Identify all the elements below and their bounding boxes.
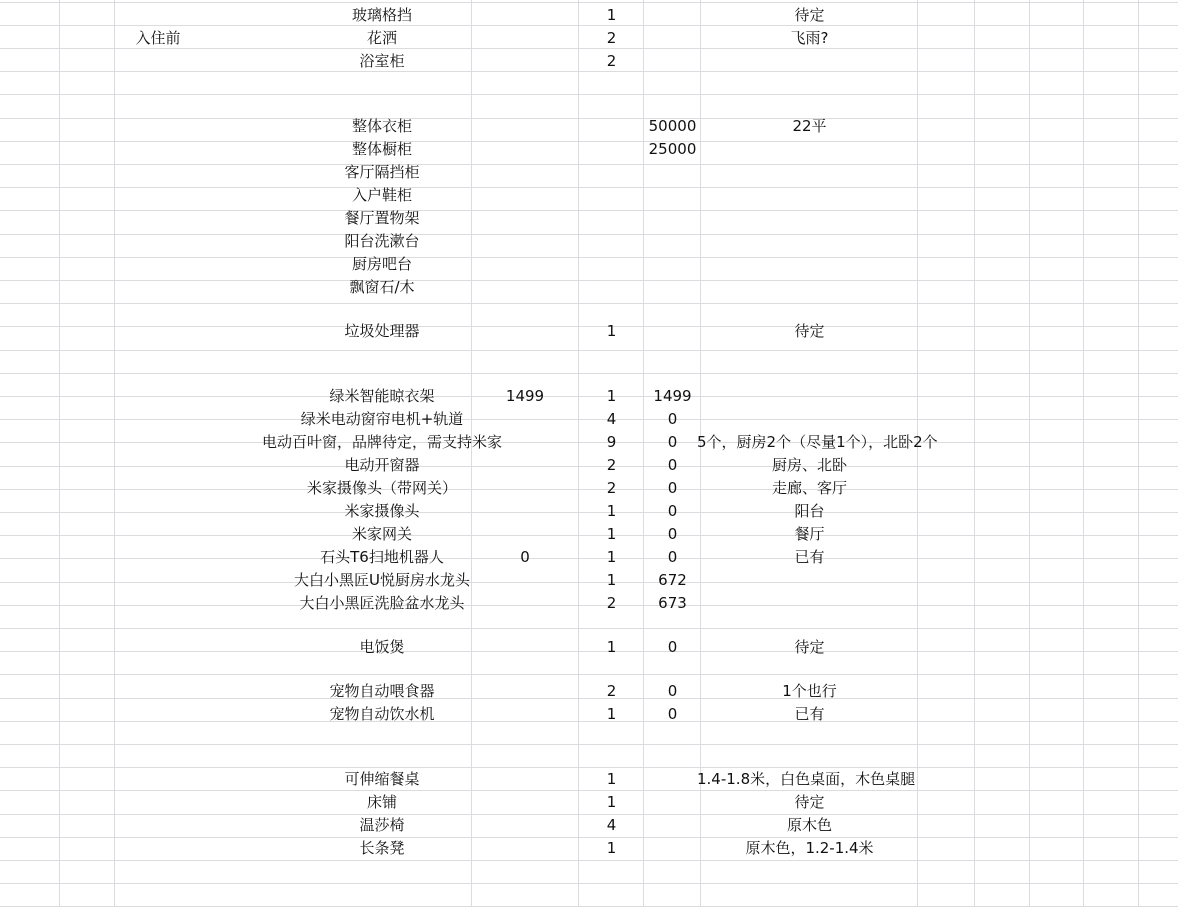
table-row[interactable] <box>0 703 1178 726</box>
table-row[interactable] <box>0 791 1178 814</box>
table-row[interactable] <box>0 342 1178 365</box>
table-row[interactable] <box>0 768 1178 791</box>
cell-item[interactable]: 浴室柜 <box>359 52 405 70</box>
cell-item[interactable]: 石头T6扫地机器人 <box>320 548 444 566</box>
cell-item[interactable]: 米家摄像头 <box>344 502 420 520</box>
cell-note[interactable]: 飞雨? <box>790 29 829 47</box>
cell-item[interactable]: 大白小黑匠洗脸盆水龙头 <box>299 594 465 612</box>
cell-note[interactable]: 待定 <box>794 6 825 24</box>
cell-item[interactable]: 可伸缩餐桌 <box>344 770 420 788</box>
row-gridline <box>0 883 1178 884</box>
cell-quantity[interactable]: 1 <box>606 571 617 589</box>
cell-item[interactable]: 米家摄像头（带网关） <box>306 479 457 497</box>
table-row[interactable] <box>0 161 1178 184</box>
cell-subtotal[interactable]: 0 <box>667 548 678 566</box>
cell-note[interactable]: 22平 <box>792 117 827 135</box>
cell-subtotal[interactable]: 25000 <box>648 140 697 158</box>
cell-subtotal[interactable]: 0 <box>667 638 678 656</box>
cell-subtotal[interactable]: 0 <box>667 682 678 700</box>
cell-quantity[interactable]: 4 <box>606 816 617 834</box>
row-gridline <box>0 860 1178 861</box>
cell-quantity[interactable]: 1 <box>606 793 617 811</box>
cell-item[interactable]: 温莎椅 <box>359 816 405 834</box>
cell-quantity[interactable]: 2 <box>606 594 617 612</box>
cell-subtotal[interactable]: 50000 <box>648 117 697 135</box>
cell-unit-price[interactable]: 1499 <box>505 387 545 405</box>
cell-subtotal[interactable]: 0 <box>667 502 678 520</box>
table-row[interactable] <box>0 814 1178 837</box>
cell-quantity[interactable]: 1 <box>606 6 617 24</box>
cell-unit-price[interactable]: 0 <box>520 548 530 566</box>
cell-subtotal[interactable]: 0 <box>667 410 678 428</box>
cell-quantity[interactable]: 1 <box>606 387 617 405</box>
cell-subtotal[interactable]: 673 <box>658 594 687 612</box>
cell-subtotal[interactable]: 0 <box>667 456 678 474</box>
table-row[interactable] <box>0 569 1178 592</box>
table-row[interactable] <box>0 636 1178 659</box>
cell-item[interactable]: 玻璃格挡 <box>351 6 412 24</box>
cell-item[interactable]: 入户鞋柜 <box>351 186 412 204</box>
cell-quantity[interactable]: 9 <box>606 433 617 451</box>
cell-note[interactable]: 1个也行 <box>782 682 837 700</box>
cell-quantity[interactable]: 2 <box>606 682 617 700</box>
table-row[interactable] <box>0 385 1178 408</box>
table-row[interactable] <box>0 431 1178 454</box>
cell-item[interactable]: 厨房吧台 <box>351 255 412 273</box>
table-row[interactable] <box>0 477 1178 500</box>
cell-note[interactable]: 待定 <box>794 322 825 340</box>
table-row[interactable] <box>0 592 1178 615</box>
cell-item[interactable]: 床铺 <box>366 793 397 811</box>
cell-quantity[interactable]: 1 <box>606 322 617 340</box>
cell-subtotal[interactable]: 1499 <box>653 387 692 405</box>
cell-note[interactable]: 厨房、北卧 <box>771 456 847 474</box>
table-row[interactable] <box>0 4 1178 27</box>
cell-item[interactable]: 垃圾处理器 <box>344 322 420 340</box>
cell-subtotal[interactable]: 0 <box>667 479 678 497</box>
table-row[interactable] <box>0 276 1178 299</box>
cell-item[interactable]: 宠物自动喂食器 <box>329 682 435 700</box>
cell-item[interactable]: 客厅隔挡柜 <box>344 163 420 181</box>
cell-note[interactable]: 阳台 <box>794 502 825 520</box>
cell-note[interactable]: 1.4-1.8米，白色桌面，木色桌腿 <box>697 770 916 788</box>
cell-phase[interactable]: 入住前 <box>135 29 181 47</box>
table-row[interactable] <box>0 837 1178 860</box>
table-row[interactable] <box>0 115 1178 138</box>
cell-item[interactable]: 大白小黑匠U悦厨房水龙头 <box>294 571 470 589</box>
cell-item[interactable]: 整体橱柜 <box>351 140 412 158</box>
table-row[interactable] <box>0 298 1178 321</box>
cell-note[interactable]: 已有 <box>794 705 825 723</box>
table-row[interactable] <box>0 454 1178 477</box>
table-row[interactable] <box>0 680 1178 703</box>
table-row[interactable] <box>0 320 1178 343</box>
cell-note[interactable]: 待定 <box>794 638 825 656</box>
table-row[interactable] <box>0 725 1178 748</box>
table-row[interactable] <box>0 50 1178 73</box>
table-row[interactable] <box>0 253 1178 276</box>
cell-quantity[interactable]: 1 <box>606 705 617 723</box>
table-row[interactable] <box>0 184 1178 207</box>
cell-quantity[interactable]: 2 <box>606 479 617 497</box>
cell-quantity[interactable]: 2 <box>606 29 617 47</box>
cell-quantity[interactable]: 1 <box>606 839 617 857</box>
cell-item[interactable]: 电饭煲 <box>359 638 405 656</box>
cell-subtotal[interactable]: 0 <box>667 525 678 543</box>
table-row[interactable] <box>0 207 1178 230</box>
cell-note[interactable]: 原木色，1.2-1.4米 <box>745 839 874 857</box>
table-row[interactable] <box>0 92 1178 115</box>
table-row[interactable] <box>0 27 1178 50</box>
cell-quantity[interactable]: 1 <box>606 770 617 788</box>
row-gridline <box>0 2 1178 3</box>
cell-item[interactable]: 电动开窗器 <box>344 456 420 474</box>
cell-item[interactable]: 长条凳 <box>359 839 405 857</box>
cell-quantity[interactable]: 1 <box>606 548 617 566</box>
cell-note[interactable]: 走廊、客厅 <box>771 479 847 497</box>
table-row[interactable] <box>0 746 1178 769</box>
table-row[interactable] <box>0 500 1178 523</box>
cell-subtotal[interactable]: 672 <box>658 571 687 589</box>
table-row[interactable] <box>0 363 1178 386</box>
cell-quantity[interactable]: 1 <box>606 525 617 543</box>
table-row[interactable] <box>0 138 1178 161</box>
cell-item[interactable]: 花洒 <box>366 29 397 47</box>
cell-quantity[interactable]: 4 <box>606 410 617 428</box>
cell-item[interactable]: 宠物自动饮水机 <box>329 705 435 723</box>
cell-item[interactable]: 整体衣柜 <box>351 117 412 135</box>
cell-quantity[interactable]: 1 <box>606 638 617 656</box>
cell-quantity[interactable]: 2 <box>606 52 617 70</box>
cell-item[interactable]: 绿米智能晾衣架 <box>329 387 435 405</box>
cell-item[interactable]: 餐厅置物架 <box>344 209 420 227</box>
cell-note[interactable]: 待定 <box>794 793 825 811</box>
cell-note[interactable]: 原木色 <box>786 816 832 834</box>
cell-subtotal[interactable]: 0 <box>667 433 678 451</box>
cell-item[interactable]: 阳台洗漱台 <box>344 232 420 250</box>
cell-note[interactable]: 5个，厨房2个（尽量1个），北卧2个 <box>697 433 938 451</box>
table-row[interactable] <box>0 230 1178 253</box>
cell-item[interactable]: 电动百叶窗，品牌待定，需支持米家 <box>261 433 502 451</box>
cell-quantity[interactable]: 1 <box>606 502 617 520</box>
table-row[interactable] <box>0 546 1178 569</box>
cell-item[interactable]: 米家网关 <box>351 525 412 543</box>
cell-item[interactable]: 绿米电动窗帘电机+轨道 <box>300 410 464 428</box>
table-row[interactable] <box>0 408 1178 431</box>
cell-note[interactable]: 已有 <box>794 548 825 566</box>
cell-item[interactable]: 飘窗石/木 <box>349 278 415 296</box>
cell-note[interactable]: 餐厅 <box>794 525 825 543</box>
cell-quantity[interactable]: 2 <box>606 456 617 474</box>
table-row[interactable] <box>0 658 1178 681</box>
table-row[interactable] <box>0 614 1178 637</box>
cell-subtotal[interactable]: 0 <box>667 705 678 723</box>
table-row[interactable] <box>0 523 1178 546</box>
